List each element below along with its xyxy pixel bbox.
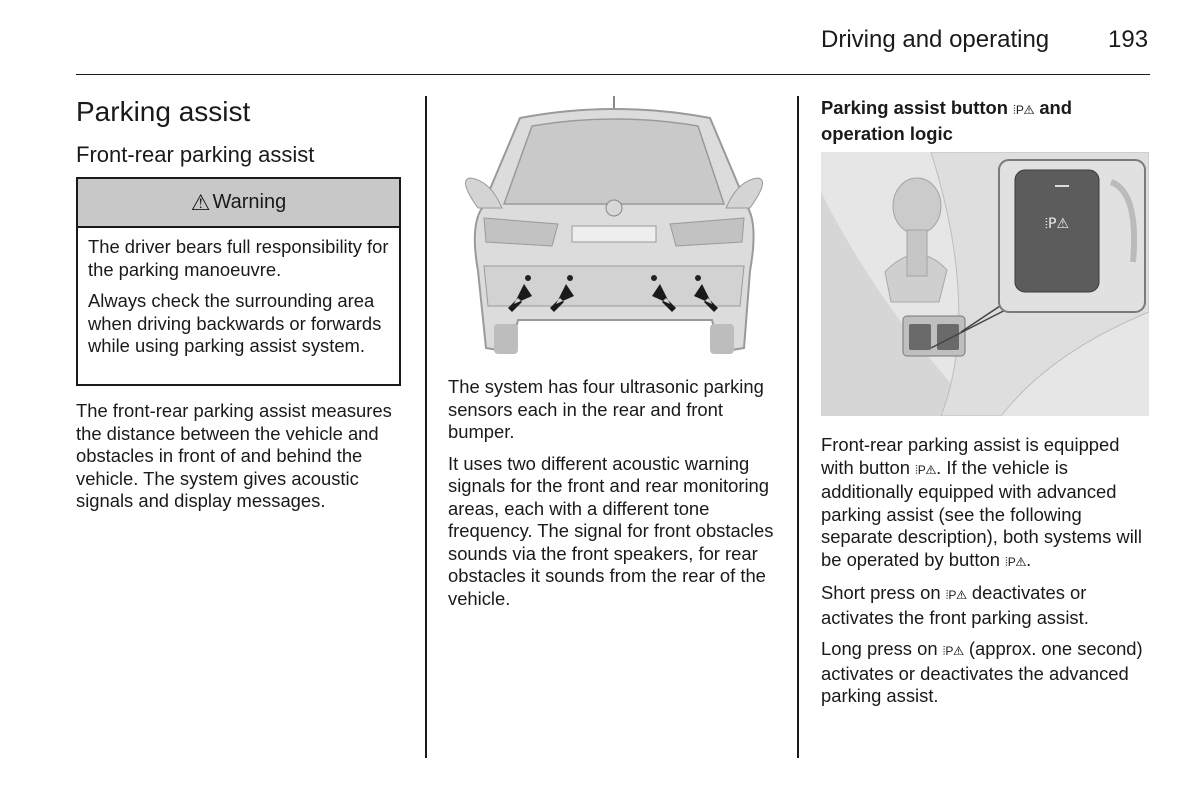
button-heading-part-1: Parking assist button <box>821 97 1009 118</box>
warning-body <box>78 228 399 358</box>
column-rule-1 <box>425 96 427 758</box>
sensor-1-shape <box>525 275 531 281</box>
warning-box <box>76 177 401 386</box>
long-press-paragraph: Long press on ⦙P⚠ (approx. one second) activates or deactivates the advanced parking assist. <box>821 638 1143 706</box>
sensor-4-shape <box>695 275 701 281</box>
parking-assist-button-icon: ⦙P⚠ <box>915 462 937 477</box>
sensor-3-shape <box>651 275 657 281</box>
section-subtitle: Front-rear parking assist <box>76 142 315 167</box>
warning-header <box>78 179 399 228</box>
rear-car-illustration <box>448 96 780 358</box>
short-press-paragraph: Short press on ⦙P⚠ deactivates or activates the front parking assist. <box>821 582 1089 628</box>
gear-knob-shape <box>893 178 941 234</box>
button-paragraph: Front-rear parking assist is equipped with button ⦙P⚠. If the vehicle is additionally equipped with advanced parking assist (see the following separate description), both systems will be operated by button ⦙P⚠. <box>821 434 1142 570</box>
parking-assist-button-icon: ⦙P⚠ <box>945 588 967 602</box>
column-2-body <box>448 376 780 619</box>
badge-shape <box>606 200 622 216</box>
intro-paragraph: The front-rear parking assist measures the distance between the vehicle and obstacles in front of and behind the vehicle. The system gives acoustic signals and display messages. <box>76 400 392 511</box>
column-rule-2 <box>797 96 799 758</box>
button-heading <box>821 96 1151 145</box>
column-3-body <box>821 434 1153 717</box>
header-rule <box>76 74 1150 75</box>
warning-paragraph-2: Always check the surrounding area when driving backwards or forwards while using parking assist system. <box>88 290 382 356</box>
switch-1-shape <box>909 324 931 350</box>
parking-assist-button-icon: ⦙P⚠ <box>1005 554 1027 569</box>
page-title: Parking assist <box>76 96 251 127</box>
rear-window-shape <box>504 119 724 204</box>
right-wheel-shape <box>710 324 734 354</box>
parking-assist-button-icon: ⦙P⚠ <box>1013 103 1035 117</box>
button-heading-part-2: and operation logic <box>821 97 1073 144</box>
warning-triangle-icon: ⚠ <box>190 189 211 215</box>
warning-label: Warning <box>212 191 287 213</box>
page-number: 193 <box>1108 26 1149 53</box>
acoustic-paragraph: It uses two different acoustic warning signals for the front and rear monitoring areas, each with a different tone frequency. The signal for front obstacles sounds via the front speakers, for rear obstacles it sounds from the rear of the vehicle. <box>448 452 774 609</box>
number-plate-shape <box>572 226 656 242</box>
left-wheel-shape <box>494 324 518 354</box>
console-illustration <box>821 152 1149 416</box>
switch-2-shape <box>937 324 959 350</box>
warning-paragraph-1: The driver bears full responsibility for the parking manoeuvre. <box>88 236 389 280</box>
gear-stem-shape <box>907 230 927 276</box>
button-symbol: ⦙P⚠ <box>1044 216 1070 232</box>
parking-assist-button-icon: ⦙P⚠ <box>942 644 964 658</box>
sensors-paragraph: The system has four ultrasonic parking sensors each in the rear and front bumper. <box>448 376 764 442</box>
column-1-body <box>76 400 408 522</box>
sensor-2-shape <box>567 275 573 281</box>
running-header: Driving and operating <box>821 26 1050 53</box>
